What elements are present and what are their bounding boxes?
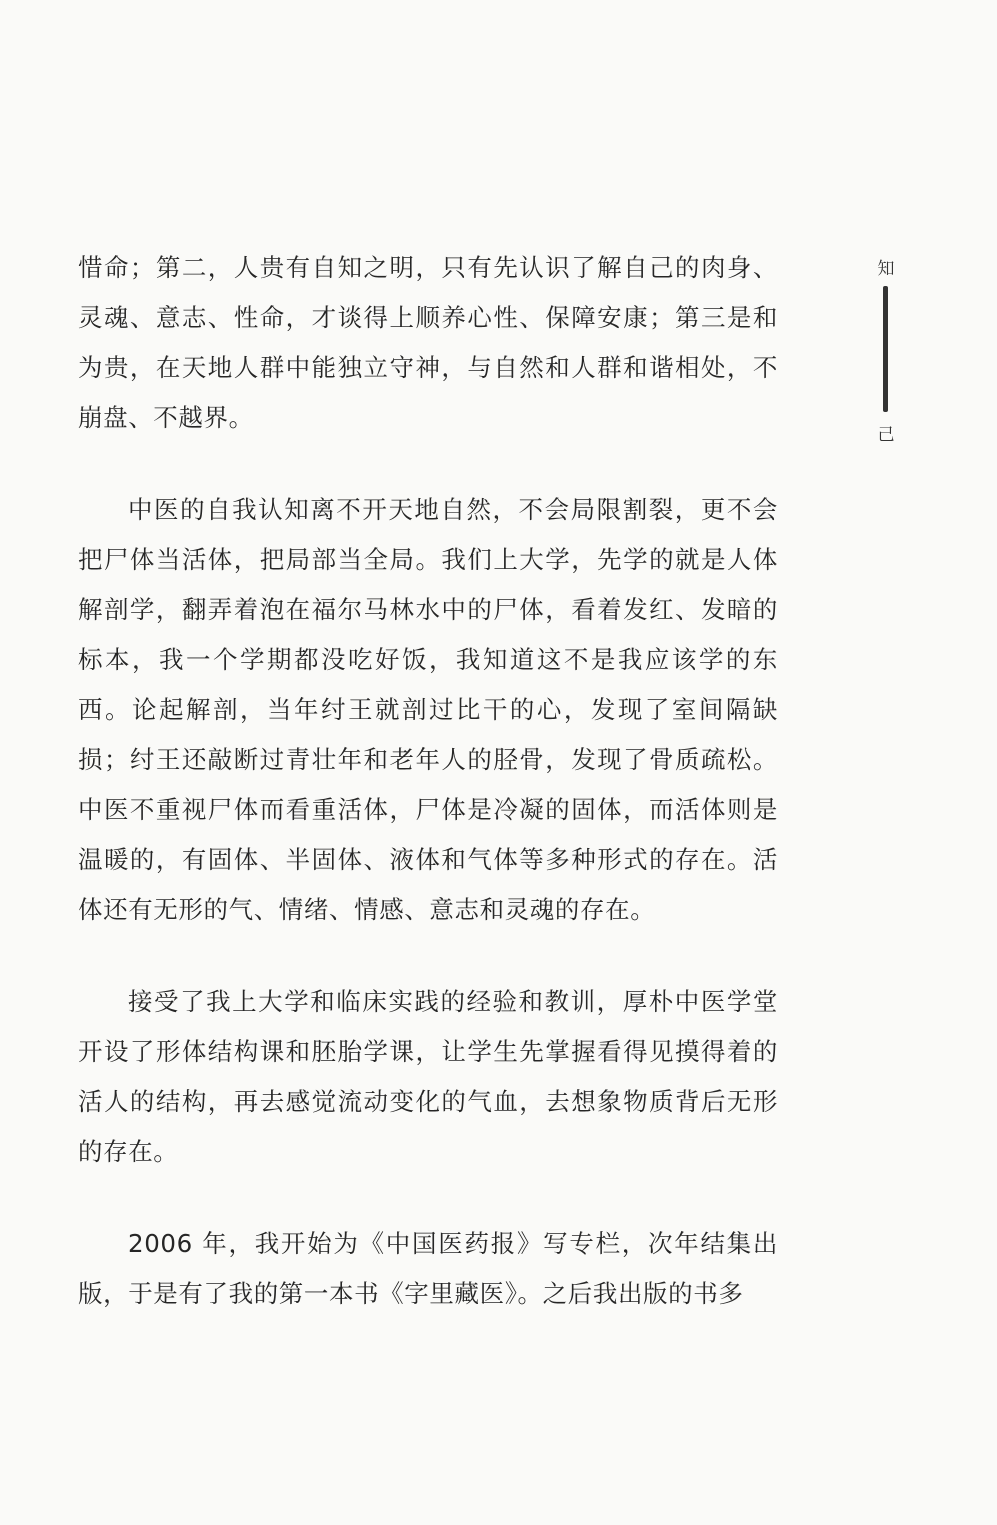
chapter-side-mark xyxy=(868,252,904,452)
body-text xyxy=(78,243,778,1319)
paragraph-1: 惜命；第二，人贵有自知之明，只有先认识了解自己的肉身、灵魂、意志、性命，才谈得上顺养心性、保障安康；第三是和为贵，在天地人群中能独立守神，与自然和人群和谐相处，不崩盘、不越界。 xyxy=(78,253,778,432)
paragraph-2: 中医的自我认知离不开天地自然，不会局限割裂，更不会把尸体当活体，把局部当全局。我们上大学，先学的就是人体解剖学，翻弄着泡在福尔马林水中的尸体，看着发红、发暗的标本，我一个学期都没吃好饭，我知道这不是我应该学的东西。论起解剖，当年纣王就剖过比干的心，发现了室间隔缺损；纣王还敲断过青壮年和老年人的胫骨，发现了骨质疏松。中医不重视尸体而看重活体，尸体是冷凝的固体，而活体则是温暖的，有固体、半固体、液体和气体等多种形式的存在。活体还有无形的气、情绪、情感、意志和灵魂的存在。 xyxy=(78,495,778,924)
side-mark-bar xyxy=(883,286,888,412)
paragraph-4: 2006 年，我开始为《中国医药报》写专栏，次年结集出版，于是有了我的第一本书《字里藏医》。之后我出版的书多 xyxy=(78,1229,778,1308)
paragraph-3: 接受了我上大学和临床实践的经验和教训，厚朴中医学堂开设了形体结构课和胚胎学课，让学生先掌握看得见摸得着的活人的结构，再去感觉流动变化的气血，去想象物质背后无形的存在。 xyxy=(78,987,778,1166)
side-mark-bottom-char: 己 xyxy=(877,425,895,445)
side-mark-top-char: 知 xyxy=(877,259,895,279)
